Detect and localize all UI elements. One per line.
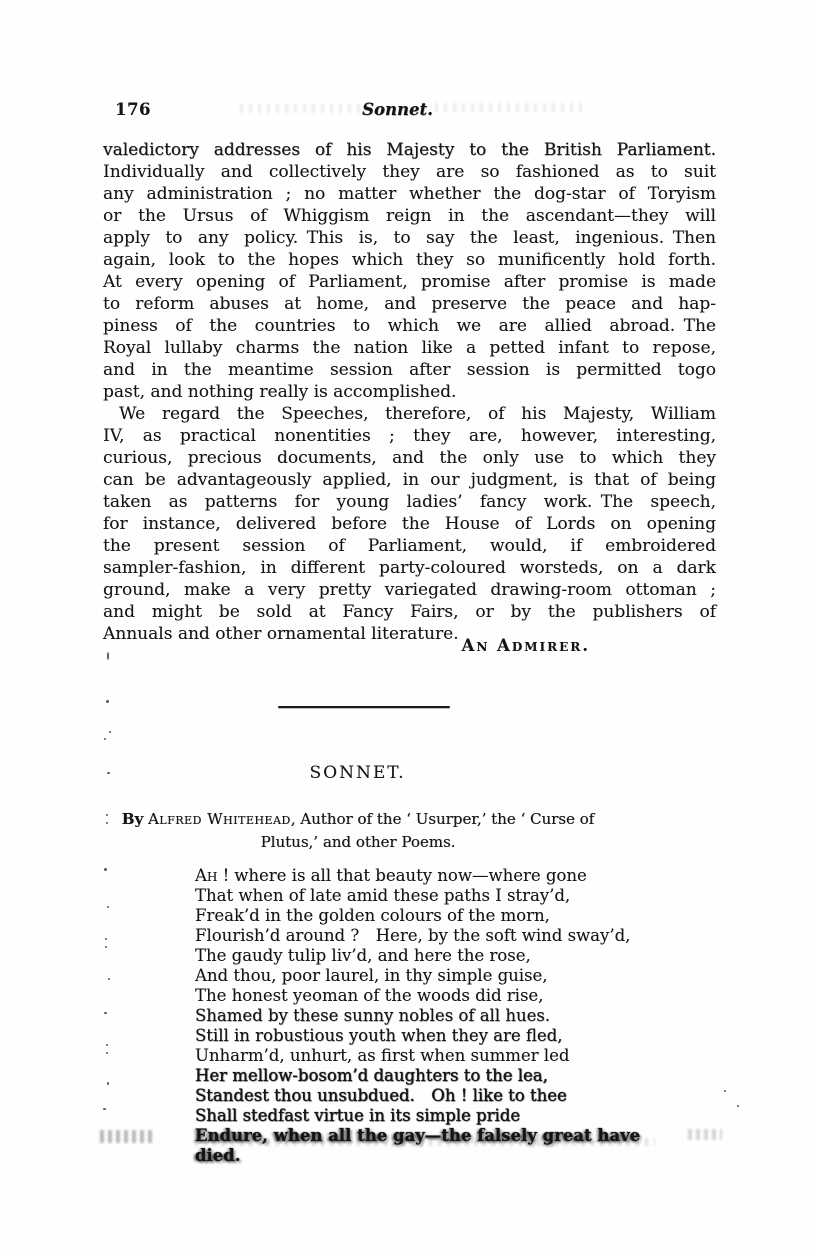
- poem-line: Standest thou unsubdued. Oh ! like to thee: [195, 1086, 567, 1105]
- byline-by: By: [121, 810, 144, 828]
- scan-noise: [688, 1129, 722, 1140]
- sonnet-byline: [88, 808, 628, 854]
- text-line: We regard the Speeches, therefore, of his Majesty, William: [119, 404, 716, 424]
- scan-noise: [108, 978, 110, 980]
- article-paragraph-1: [103, 139, 716, 403]
- section-divider-rule: [278, 706, 450, 708]
- text-line: to reform abuses at home, and preserve the peace and hap-: [103, 294, 716, 314]
- byline-author-name: Alfred Whitehead: [147, 810, 291, 828]
- scan-noise: [106, 1052, 108, 1054]
- running-head: Sonnet.: [362, 100, 433, 119]
- text-line: Annuals and other ornamental literature.: [103, 624, 459, 644]
- text-line: Royal lullaby charms the nation like a petted infant to repose,: [103, 338, 716, 358]
- article-paragraph-2: [103, 403, 716, 645]
- text-line: sampler-fashion, in different party-coloured worsteds, on a dark: [103, 558, 716, 578]
- text-line: ground, make a very pretty variegated drawing-room ottoman ;: [103, 580, 716, 600]
- scan-noise: [724, 1090, 726, 1092]
- scan-noise: [107, 906, 109, 908]
- poem-line: Shall stedfast virtue in its simple pride: [195, 1106, 521, 1125]
- poem-line-text: where is all that beauty now—where gone: [234, 866, 587, 885]
- poem-line: The gaudy tulip liv’d, and here the rose,: [195, 946, 531, 965]
- scan-noise: [104, 868, 107, 871]
- scan-noise: [105, 938, 107, 940]
- scan-noise: [104, 738, 106, 740]
- text-line: Individually and collectively they are so fashioned as to suit: [103, 162, 716, 182]
- poem-opening-word: Ah !: [195, 866, 230, 885]
- sonnet-poem: [195, 866, 675, 1166]
- byline-works: , Author of the ‘ Usurper,’ the ‘ Curse of: [290, 810, 595, 828]
- sonnet-title: SONNET.: [309, 763, 406, 783]
- poem-line: Her mellow-bosom’d daughters to the lea,: [195, 1066, 548, 1085]
- scan-noise: [105, 946, 107, 948]
- scan-noise: [106, 700, 109, 703]
- text-line: apply to any policy. This is, to say the least, ingenious. Then: [103, 228, 716, 248]
- scan-noise: [106, 822, 108, 824]
- poem-line: Freak’d in the golden colours of the morn,: [195, 906, 550, 925]
- text-line: and in the meantime session after session is permitted togo: [103, 360, 716, 380]
- poem-line: Shamed by these sunny nobles of all hues.: [195, 1006, 551, 1025]
- page-number: 176: [115, 100, 151, 119]
- scan-noise: [100, 1130, 152, 1143]
- poem-line: That when of late amid these paths I stray’d,: [195, 886, 571, 905]
- text-line: curious, precious documents, and the only use to which they: [103, 448, 716, 468]
- text-line: valedictory addresses of his Majesty to the British Parliament.: [103, 140, 716, 160]
- scan-noise: [103, 1108, 106, 1110]
- signature-text: An Admirer.: [461, 636, 590, 655]
- text-line: the present session of Parliament, would, if embroidered: [103, 536, 716, 556]
- scan-noise: [435, 103, 585, 112]
- article-signature: [103, 636, 590, 655]
- scan-noise: [107, 652, 109, 660]
- scan-noise: [240, 104, 365, 113]
- poem-line: Flourish’d around ? Here, by the soft wind sway’d,: [195, 926, 631, 945]
- text-line: and might be sold at Fancy Fairs, or by the publishers of: [103, 602, 716, 622]
- scan-noise: [109, 731, 111, 733]
- text-line: again, look to the hopes which they so munificently hold forth.: [103, 250, 716, 270]
- text-line: IV, as practical nonentities ; they are, however, interesting,: [103, 426, 716, 446]
- text-line: At every opening of Parliament, promise after promise is made: [103, 272, 716, 292]
- scan-noise: [107, 772, 110, 774]
- text-line: taken as patterns for young ladies’ fancy work. The speech,: [103, 492, 716, 512]
- poem-line: And thou, poor laurel, in thy simple guise,: [195, 966, 548, 985]
- byline-line-2: Plutus,’ and other Poems.: [260, 833, 456, 851]
- text-line: any administration ; no matter whether the dog-star of Toryism: [103, 184, 716, 204]
- poem-line: Unharm’d, unhurt, as first when summer led: [195, 1046, 570, 1065]
- scan-noise: [106, 814, 108, 816]
- text-line: for instance, delivered before the House of Lords on opening: [103, 514, 716, 534]
- scan-noise: [104, 1012, 107, 1014]
- text-line: can be advantageously applied, in our judgment, is that of being: [103, 470, 716, 490]
- scan-noise: [106, 1044, 108, 1046]
- text-line: or the Ursus of Whiggism reign in the ascendant—they will: [103, 206, 716, 226]
- text-line: past, and nothing really is accomplished.: [103, 382, 457, 402]
- poem-line: Still in robustious youth when they are fled,: [195, 1026, 563, 1045]
- scan-noise: [737, 1105, 739, 1107]
- byline-line-1: [88, 808, 628, 831]
- poem-line: The honest yeoman of the woods did rise,: [195, 986, 544, 1005]
- poem-line: [195, 866, 675, 886]
- scan-noise: [195, 1138, 655, 1146]
- poem-line: Endure, when all the gay—the falsely great have died.: [195, 1126, 641, 1165]
- text-line: piness of the countries to which we are allied abroad. The: [103, 316, 716, 336]
- page-header: [103, 100, 716, 122]
- scan-noise: [107, 1082, 109, 1085]
- article-body: [103, 139, 716, 645]
